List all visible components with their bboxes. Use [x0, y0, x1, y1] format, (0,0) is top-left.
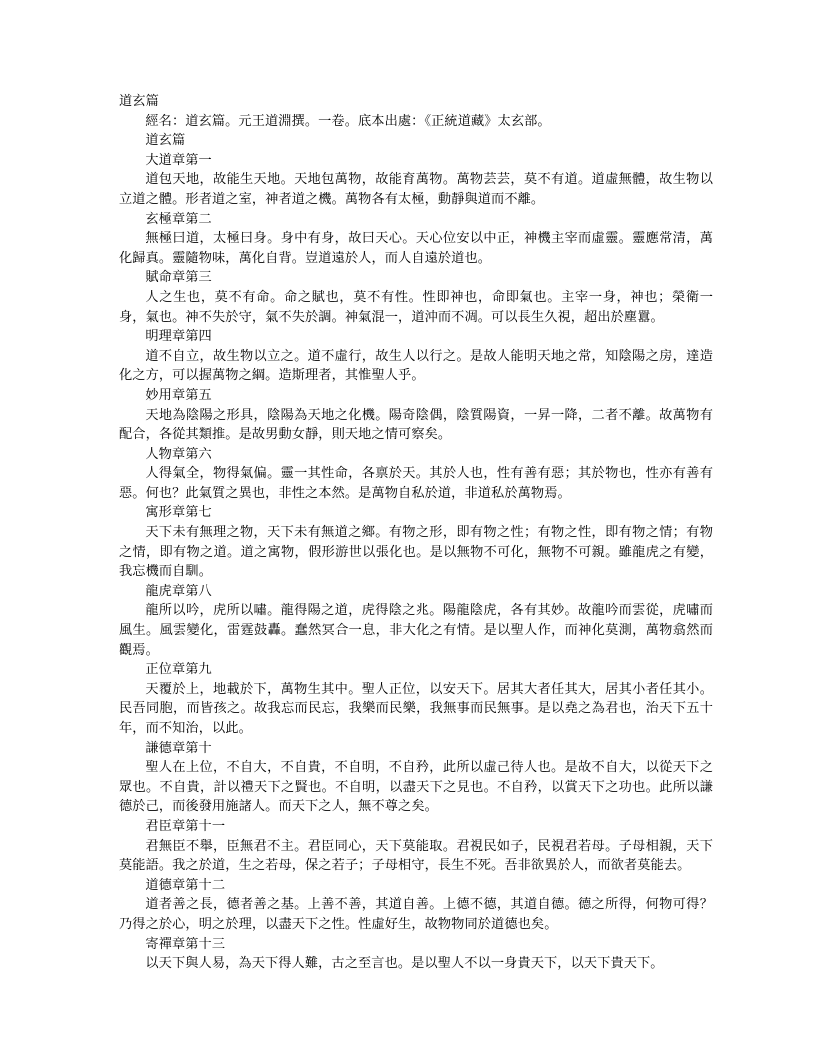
document-title: 道玄篇 [119, 94, 159, 109]
chapter-body: 道包天地，故能生天地。天地包萬物，故能育萬物。萬物芸芸，莫不有道。道虛無體，故生物以立道之體。形者道之室，神者道之機。萬物各有太極，動靜與道而不離。 [119, 172, 713, 207]
chapter-heading: 大道章第一 [145, 152, 212, 168]
chapter-body: 龍所以吟，虎所以嘯。龍得陽之道，虎得陰之兆。陽龍陰虎，各有其妙。故龍吟而雲從，虎嘯而風生。風雲變化，雷霆鼓轟。蠢然冥合一息，非大化之有情。是以聖人作，而神化莫測，萬物翕然而觀焉。 [119, 603, 713, 658]
chapter-body: 道不自立，故生物以立之。道不虛行，故生人以行之。是故人能明天地之常，知陰陽之房，達造化之方，可以握萬物之綱。造斯理者，其惟聖人乎。 [119, 348, 713, 384]
chapter-body: 天地為陰陽之形具，陰陽為天地之化機。陽奇陰偶，陰質陽資，一昇一降，二者不離。故萬物有配合，各從其類推。是故男動女靜，則天地之情可察矣。 [119, 407, 713, 443]
chapter-heading: 正位章第九 [145, 662, 212, 678]
chapter-body: 聖人在上位，不自大，不自貴，不自明，不自矜，此所以虛己待人也。是故不自大，以從天下之眾也。不自貴，計以禮天下之賢也。不自明，以盡天下之見也。不自矜，以賞天下之功也。此所以謙德於己，而後發用施諸人。而天下之人，無不尊之矣。 [119, 760, 713, 815]
document-subtitle: 道玄篇 [145, 133, 186, 149]
chapter-heading: 玄極章第二 [145, 211, 212, 227]
chapter-heading: 寓形章第七 [145, 505, 212, 521]
chapter-heading: 寄禪章第十三 [145, 936, 226, 952]
chapter-heading: 龍虎章第八 [145, 583, 212, 599]
chapter-body: 無極曰道，太極曰身。身中有身，故曰天心。天心位安以中正，神機主宰而虛靈。靈應常清，萬化歸真。靈隨物味，萬化自背。豈道遠於人，而人自遠於道也。 [119, 231, 713, 266]
chapter-body: 道者善之長，德者善之基。上善不善，其道自善。上德不德，其道自德。德之所得，何物可得？乃得之於心，明之於理，以盡天下之性。性虛好生，故物物同於道德也矣。 [119, 897, 713, 932]
chapter-body: 以天下與人易，為天下得人難，古之至言也。是以聖人不以一身貴天下，以天下貴天下。 [145, 956, 664, 972]
chapter-heading: 賦命章第三 [145, 270, 212, 286]
chapter-body: 君無臣不舉，臣無君不主。君臣同心，天下莫能取。君視民如子，民視君若母。子母相親，天下莫能語。我之於道，生之若母，保之若子；子母相守，長生不死。吾非欲異於人，而欲者莫能去。 [119, 838, 713, 874]
document-content [119, 92, 713, 974]
chapter-heading: 明理章第四 [145, 329, 212, 345]
chapter-heading: 人物章第六 [145, 446, 212, 462]
chapter-body: 人得氣全，物得氣偏。靈一其性命，各禀於天。其於人也，性有善有惡；其於物也，性亦有善有惡。何也？此氣質之異也，非性之本然。是萬物自私於道，非道私於萬物焉。 [119, 466, 713, 501]
chapter-body: 天覆於上，地載於下，萬物生其中。聖人正位，以安天下。居其大者任其大，居其小者任其小。民吾同胞，而皆孩之。故我忘而民忘，我樂而民樂，我無事而民無事。是以堯之為君也，治天下五十年，而不知治，以此。 [119, 681, 713, 736]
chapter-body: 人之生也，莫不有命。命之賦也，莫不有性。性即神也，命即氣也。主宰一身，神也；榮衛一身，氣也。神不失於守，氣不失於調。神氣混一，道沖而不凋。可以長生久視，超出於塵囂。 [119, 289, 713, 325]
chapter-heading: 君臣章第十一 [145, 818, 226, 834]
chapter-body: 天下未有無理之物，天下未有無道之鄉。有物之形，即有物之性；有物之性，即有物之情；有物之情，即有物之道。道之寓物，假形游世以張化也。是以無物不可化，無物不可親。雖龍虎之有變，我忘機而自馴。 [119, 525, 713, 580]
chapter-heading: 道德章第十二 [145, 877, 226, 893]
document-metadata-line: 經名：道玄篇。元王道淵撰。一卷。底本出處：《正統道藏》太玄部。 [145, 113, 551, 129]
chapter-heading: 妙用章第五 [145, 387, 212, 403]
chapter-heading: 謙德章第十 [145, 740, 212, 756]
